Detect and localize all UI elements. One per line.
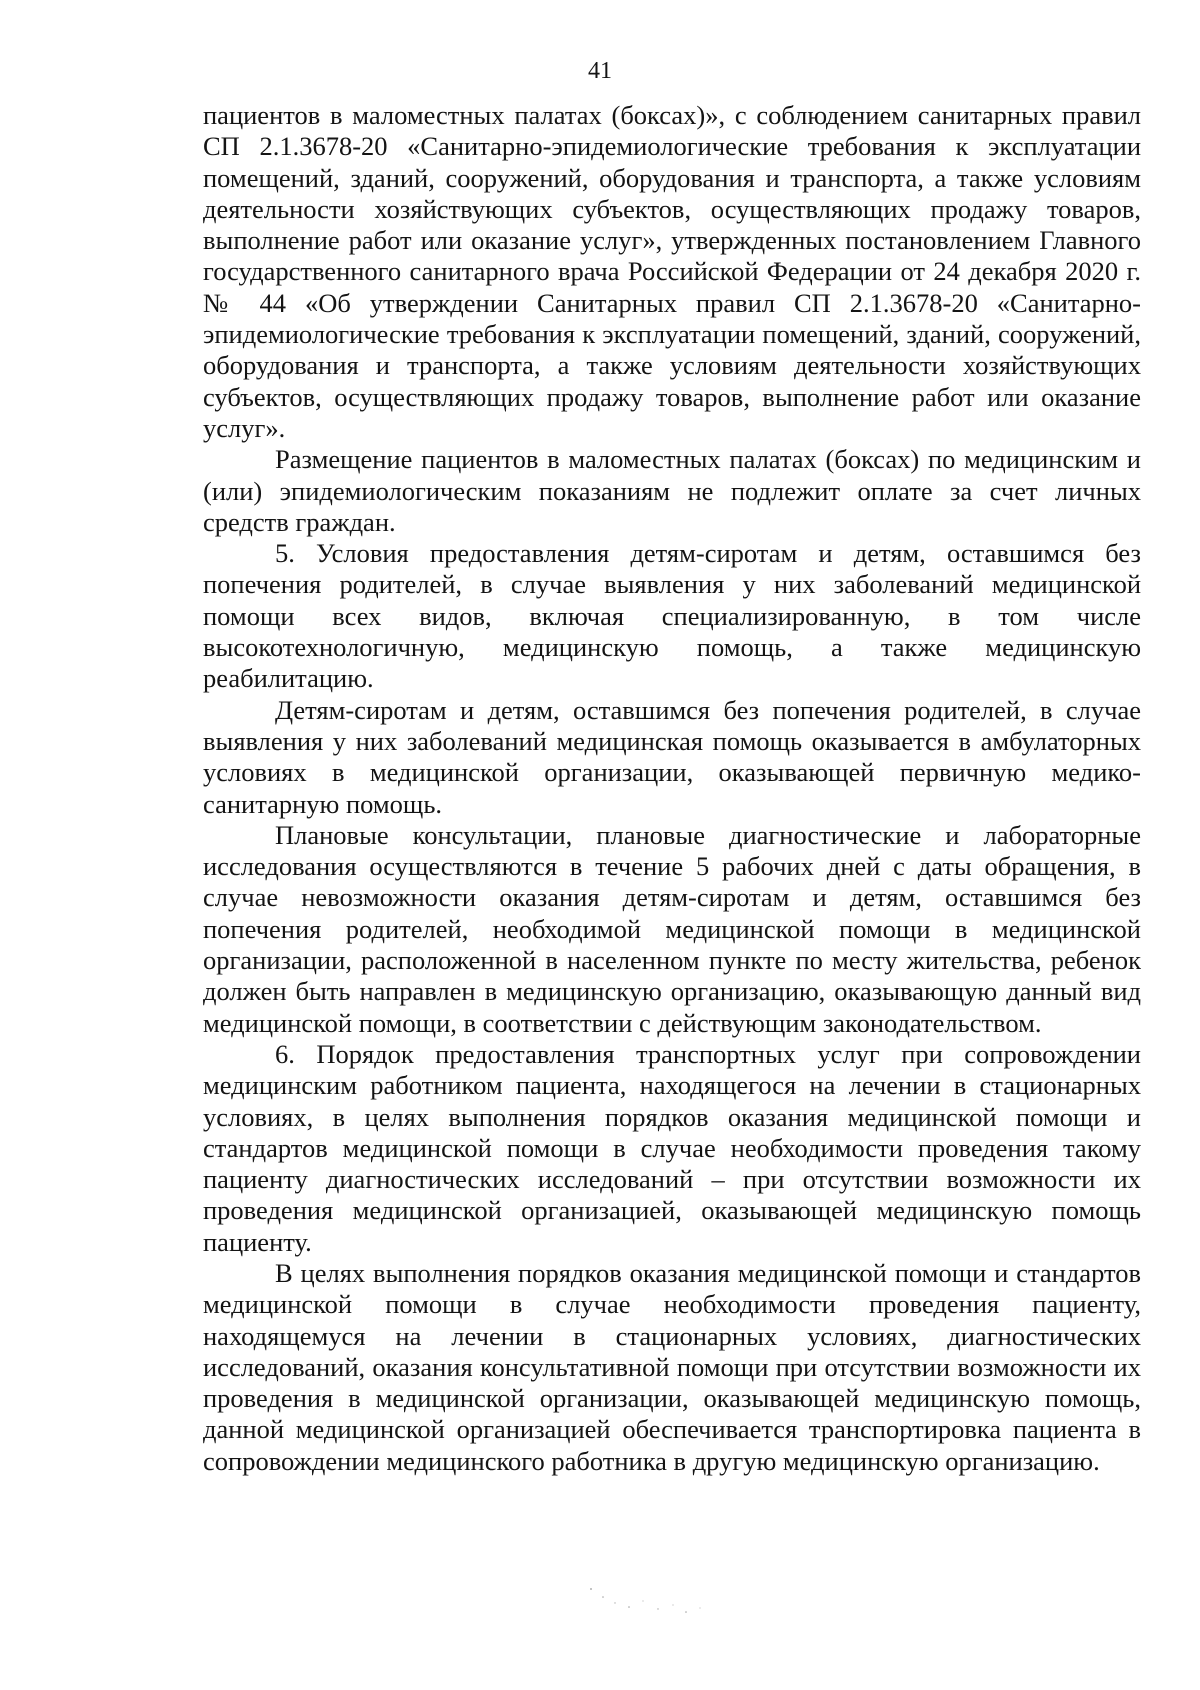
paragraph-continuation: пациентов в маломестных палатах (боксах)», с соблюдением санитарных правил СП 2.1.3678-20 «Санитарно-эпидемиологические требования к эксплуатации помещений, зданий, сооружений, оборудования и транспорта, а также условиям деятельности хозяйствующих субъектов, осуществляющих продажу товаров, выполнение работ или оказание услуг», утвержденных постановлением Главного государственного санитарного врача Российской Федерации от 24 декабря 2020 г. № 44 «Об утверждении Санитарных правил СП 2.1.3678-20 «Санитарно-эпидемиологические требования к эксплуатации помещений, зданий, сооружений, оборудования и транспорта, а также условиям деятельности хозяйствующих субъектов, осуществляющих продажу товаров, выполнение работ или оказание услуг». <box>203 100 1141 443</box>
document-body <box>203 100 1141 1477</box>
paragraph-section-5: 5. Условия предоставления детям-сиротам и детям, оставшимся без попечения родителей, в случае выявления у них заболеваний медицинской помощи всех видов, включая специализированную, в том числе высокотехнологичную, медицинскую помощь, а также медицинскую реабилитацию. <box>203 538 1141 694</box>
page-number: 41 <box>588 58 612 84</box>
scan-noise-specks <box>585 1585 715 1619</box>
paragraph-section-6: 6. Порядок предоставления транспортных услуг при сопровождении медицинским работником пациента, находящегося на лечении в стационарных условиях, в целях выполнения порядков оказания медицинской помощи и стандартов медицинской помощи в случае необходимости проведения такому пациенту диагностических исследований – при отсутствии возможности их проведения медицинской организацией, оказывающей медицинскую помощь пациенту. <box>203 1038 1141 1257</box>
paragraph-planned-consultations: Плановые консультации, плановые диагностические и лабораторные исследования осуществляются в течение 5 рабочих дней с даты обращения, в случае невозможности оказания детям-сиротам и детям, оставшимся без попечения родителей, необходимой медицинской помощи в медицинской организации, расположенной в населенном пункте по месту жительства, ребенок должен быть направлен в медицинскую организацию, оказывающую данный вид медицинской помощи, в соответствии с действующим законодательством. <box>203 819 1141 1038</box>
paragraph-transport: В целях выполнения порядков оказания медицинской помощи и стандартов медицинской помощи в случае необходимости проведения пациенту, находящемуся на лечении в стационарных условиях, диагностических исследований, оказания консультативной помощи при отсутствии возможности их проведения в медицинской организации, оказывающей медицинскую помощь, данной медицинской организацией обеспечивается транспортировка пациента в сопровождении медицинского работника в другую медицинскую организацию. <box>203 1257 1141 1476</box>
paragraph-orphans-ambulatory: Детям-сиротам и детям, оставшимся без попечения родителей, в случае выявления у них заболеваний медицинская помощь оказывается в амбулаторных условиях в медицинской организации, оказывающей первичную медико-санитарную помощь. <box>203 694 1141 819</box>
paragraph-placement-payment: Размещение пациентов в маломестных палатах (боксах) по медицинским и (или) эпидемиологическим показаниям не подлежит оплате за счет личных средств граждан. <box>203 444 1141 537</box>
